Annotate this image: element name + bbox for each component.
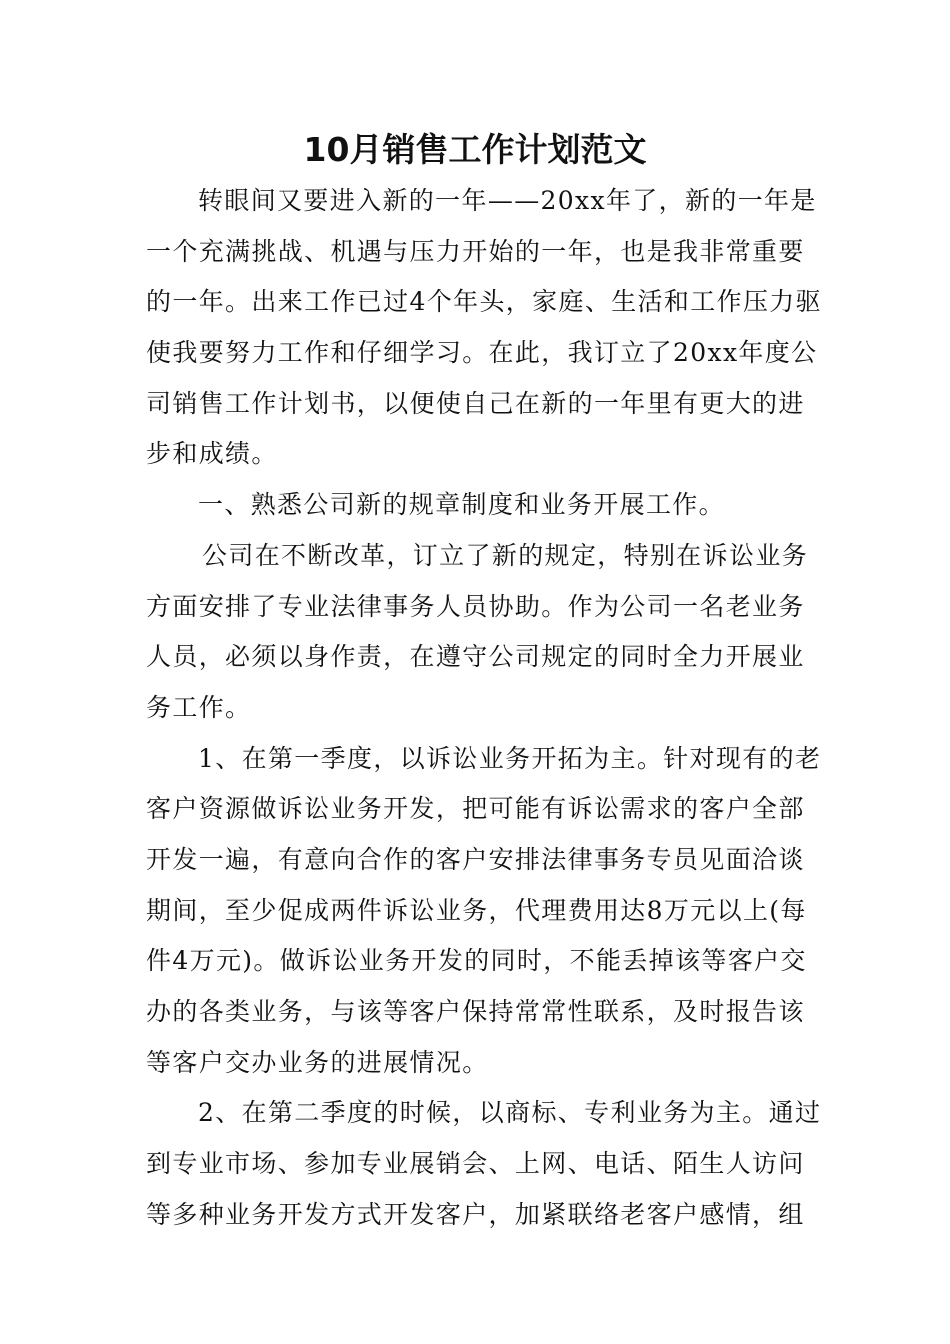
text-line: 使我要努力工作和仔细学习。在此，我订立了20xx年度公 xyxy=(146,338,818,368)
paragraph-second-quarter xyxy=(146,1088,822,1240)
text-line: 步和成绩。 xyxy=(146,439,278,469)
text-line: 一个充满挑战、机遇与压力开始的一年，也是我非常重要 xyxy=(146,236,805,266)
text-line: 方面安排了专业法律事务人员协助。作为公司一名老业务 xyxy=(146,591,805,621)
paragraph-first-quarter xyxy=(146,734,822,1089)
text-line: 公司在不断改革，订立了新的规定，特别在诉讼业务 xyxy=(202,540,809,570)
text-line: 客户资源做诉讼业务开发，把可能有诉讼需求的客户全部 xyxy=(146,794,805,824)
text-line: 务工作。 xyxy=(146,692,252,722)
text-line: 转眼间又要进入新的一年——20xx年了，新的一年是 xyxy=(198,186,817,215)
text-line: 开发一遍，有意向合作的客户安排法律事务专员见面洽谈 xyxy=(146,844,805,874)
text-line: 人员，必须以身作责，在遵守公司规定的同时全力开展业 xyxy=(146,642,805,672)
text-line: 等客户交办业务的进展情况。 xyxy=(146,1047,489,1077)
text-line: 等多种业务开发方式开发客户，加紧联络老客户感情，组 xyxy=(146,1199,805,1229)
paragraph-company-rules xyxy=(146,531,808,734)
text-line: 到专业市场、参加专业展销会、上网、电话、陌生人访问 xyxy=(146,1149,805,1179)
text-line: 1、在第一季度，以诉讼业务开拓为主。针对现有的老 xyxy=(198,743,822,773)
text-line: 办的各类业务，与该等客户保持常常性联系，及时报告该 xyxy=(146,997,805,1026)
section-heading-1 xyxy=(146,480,808,531)
text-line: 的一年。出来工作已过4个年头，家庭、生活和工作压力驱 xyxy=(146,287,823,317)
text-line: 件4万元)。做诉讼业务开发的同时，不能丢掉该等客户交 xyxy=(146,946,807,976)
text-line: 司销售工作计划书，以便使自己在新的一年里有更大的进 xyxy=(146,388,805,418)
text-line: 期间，至少促成两件诉讼业务，代理费用达8万元以上(每 xyxy=(146,895,807,925)
document-body xyxy=(146,176,823,1240)
document-title: 10月销售工作计划范文 xyxy=(303,130,647,169)
text-line: 一、熟悉公司新的规章制度和业务开展工作。 xyxy=(198,490,726,520)
paragraph-intro xyxy=(146,176,823,480)
text-line: 2、在第二季度的时候，以商标、专利业务为主。通过 xyxy=(198,1098,822,1128)
